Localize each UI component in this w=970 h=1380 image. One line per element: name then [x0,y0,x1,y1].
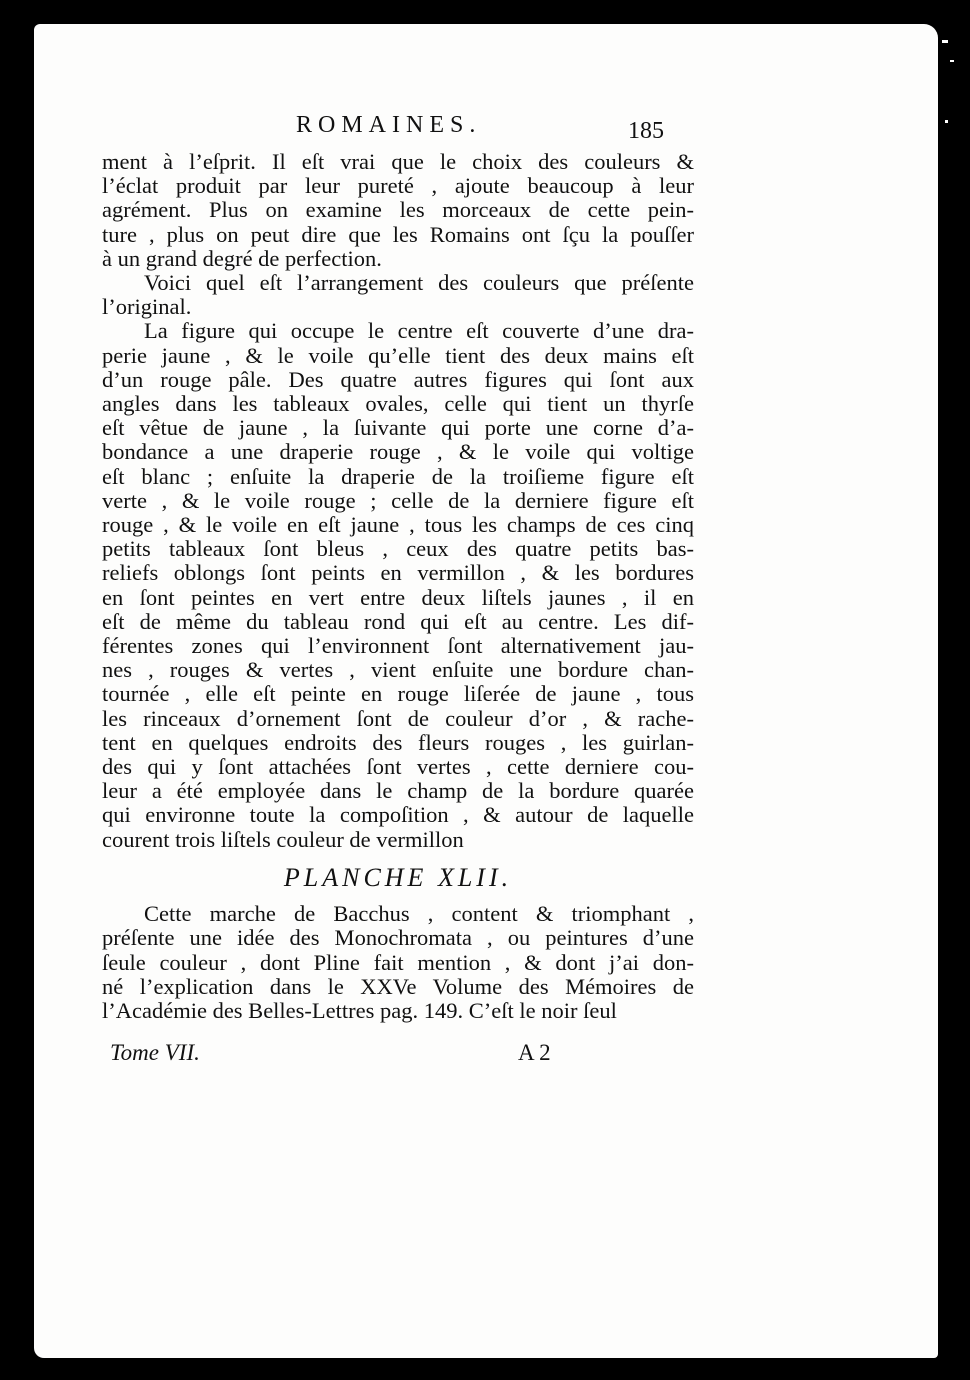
paragraph-group [102,150,694,852]
text-line: ture , plus on peut dire que les Romains ont ſçu la pouſſer [102,221,694,247]
text-line: des qui y ſont attachées ſont vertes , cette derniere cou- [102,754,694,780]
text-line: tent en quelques endroits des fleurs rouges , les guirlan- [102,729,694,755]
text-line: né l’explication dans le XXVe Volume des Mémoires de [102,973,694,999]
text-line: agrément. Plus on examine les morceaux de cette pein- [102,197,694,223]
paragraph [102,271,694,319]
text-line: petits tableaux ſont bleus , ceux des quatre petits bas- [102,536,694,562]
text-line: qui environne toute la compoſition , & autour de laquelle [102,802,694,828]
text-line: eſt de même du tableau rond qui eſt au centre. Les dif- [102,608,694,634]
paragraph [102,150,694,271]
text-line: l’original. [102,294,192,320]
text-line: l’Académie des Belles-Lettres pag. 149. C’eſt le noir ſeul [102,997,617,1023]
text-line: angles dans les tableaux ovales, celle qui tient un thyrſe [102,391,694,417]
text-line: reliefs oblongs ſont peints en vermillon , & les bordures [102,560,694,586]
text-line: les rinceaux d’ornement ſont de couleur d’or , & rache- [102,705,694,731]
text-line: La figure qui occupe le centre eſt couverte d’une dra- [144,318,694,344]
text-line: bondance a une draperie rouge , & le voile qui voltige [102,439,694,465]
scan-noise [942,40,948,43]
text-line: à un grand degré de perfection. [102,245,382,271]
running-head: ROMAINES. [296,112,482,138]
text-line: nes , rouges & vertes , vient enſuite une bordure chan- [102,657,694,683]
page-footer [0,1040,970,1074]
text-line: d’un rouge pâle. Des quatre autres figures qui ſont aux [102,366,694,392]
tome-label: Tome VII. [110,1040,200,1065]
paragraph [102,319,694,851]
text-line: ment à l’eſprit. Il eſt vrai que le choix des couleurs & [102,149,694,174]
plate-heading: PLANCHE XLII. [283,862,513,892]
text-line: ſeule couleur , dont Pline fait mention , & dont j’ai don- [102,949,694,975]
scan-noise [950,60,954,62]
text-line: eſt blanc ; enſuite la draperie de la troiſieme figure eſt [102,463,694,489]
text-line: en ſont peintes en vert entre deux liſtels jaunes , il en [102,584,694,610]
text-line: perie jaune , & le voile qu’elle tient des deux mains eſt [102,342,694,368]
paragraph-after-heading [102,902,694,1023]
text-line: courent trois liſtels couleur de vermillon [102,826,464,852]
body-text [102,150,694,1023]
page-header [0,112,970,148]
text-line: leur a été employée dans le champ de la bordure quarée [102,778,694,804]
text-line: verte , & le voile rouge ; celle de la derniere figure eſt [102,487,694,513]
text-line: férentes zones qui l’environnent ſont alternativement jau- [102,633,694,659]
scan-noise [945,120,948,123]
text-line: rouge , & le voile en eſt jaune , tous les champs de ces cinq [102,512,694,538]
text-line: préſente une idée des Monochromata , ou peintures d’une [102,925,694,951]
text-line: l’éclat produit par leur pureté , ajoute beaucoup à leur [102,173,694,199]
signature-mark: A 2 [518,1040,551,1065]
text-line: tournée , elle eſt peinte en rouge liſerée de jaune , tous [102,681,694,707]
text-line: eſt vêtue de jaune , la ſuivante qui porte une corne d’a- [102,415,694,441]
text-line: Voici quel eſt l’arrangement des couleurs que préſente [144,270,694,296]
text-line: Cette marche de Bacchus , content & triomphant , [144,901,694,927]
page-number: 185 [628,118,664,144]
paragraph [102,902,694,1023]
